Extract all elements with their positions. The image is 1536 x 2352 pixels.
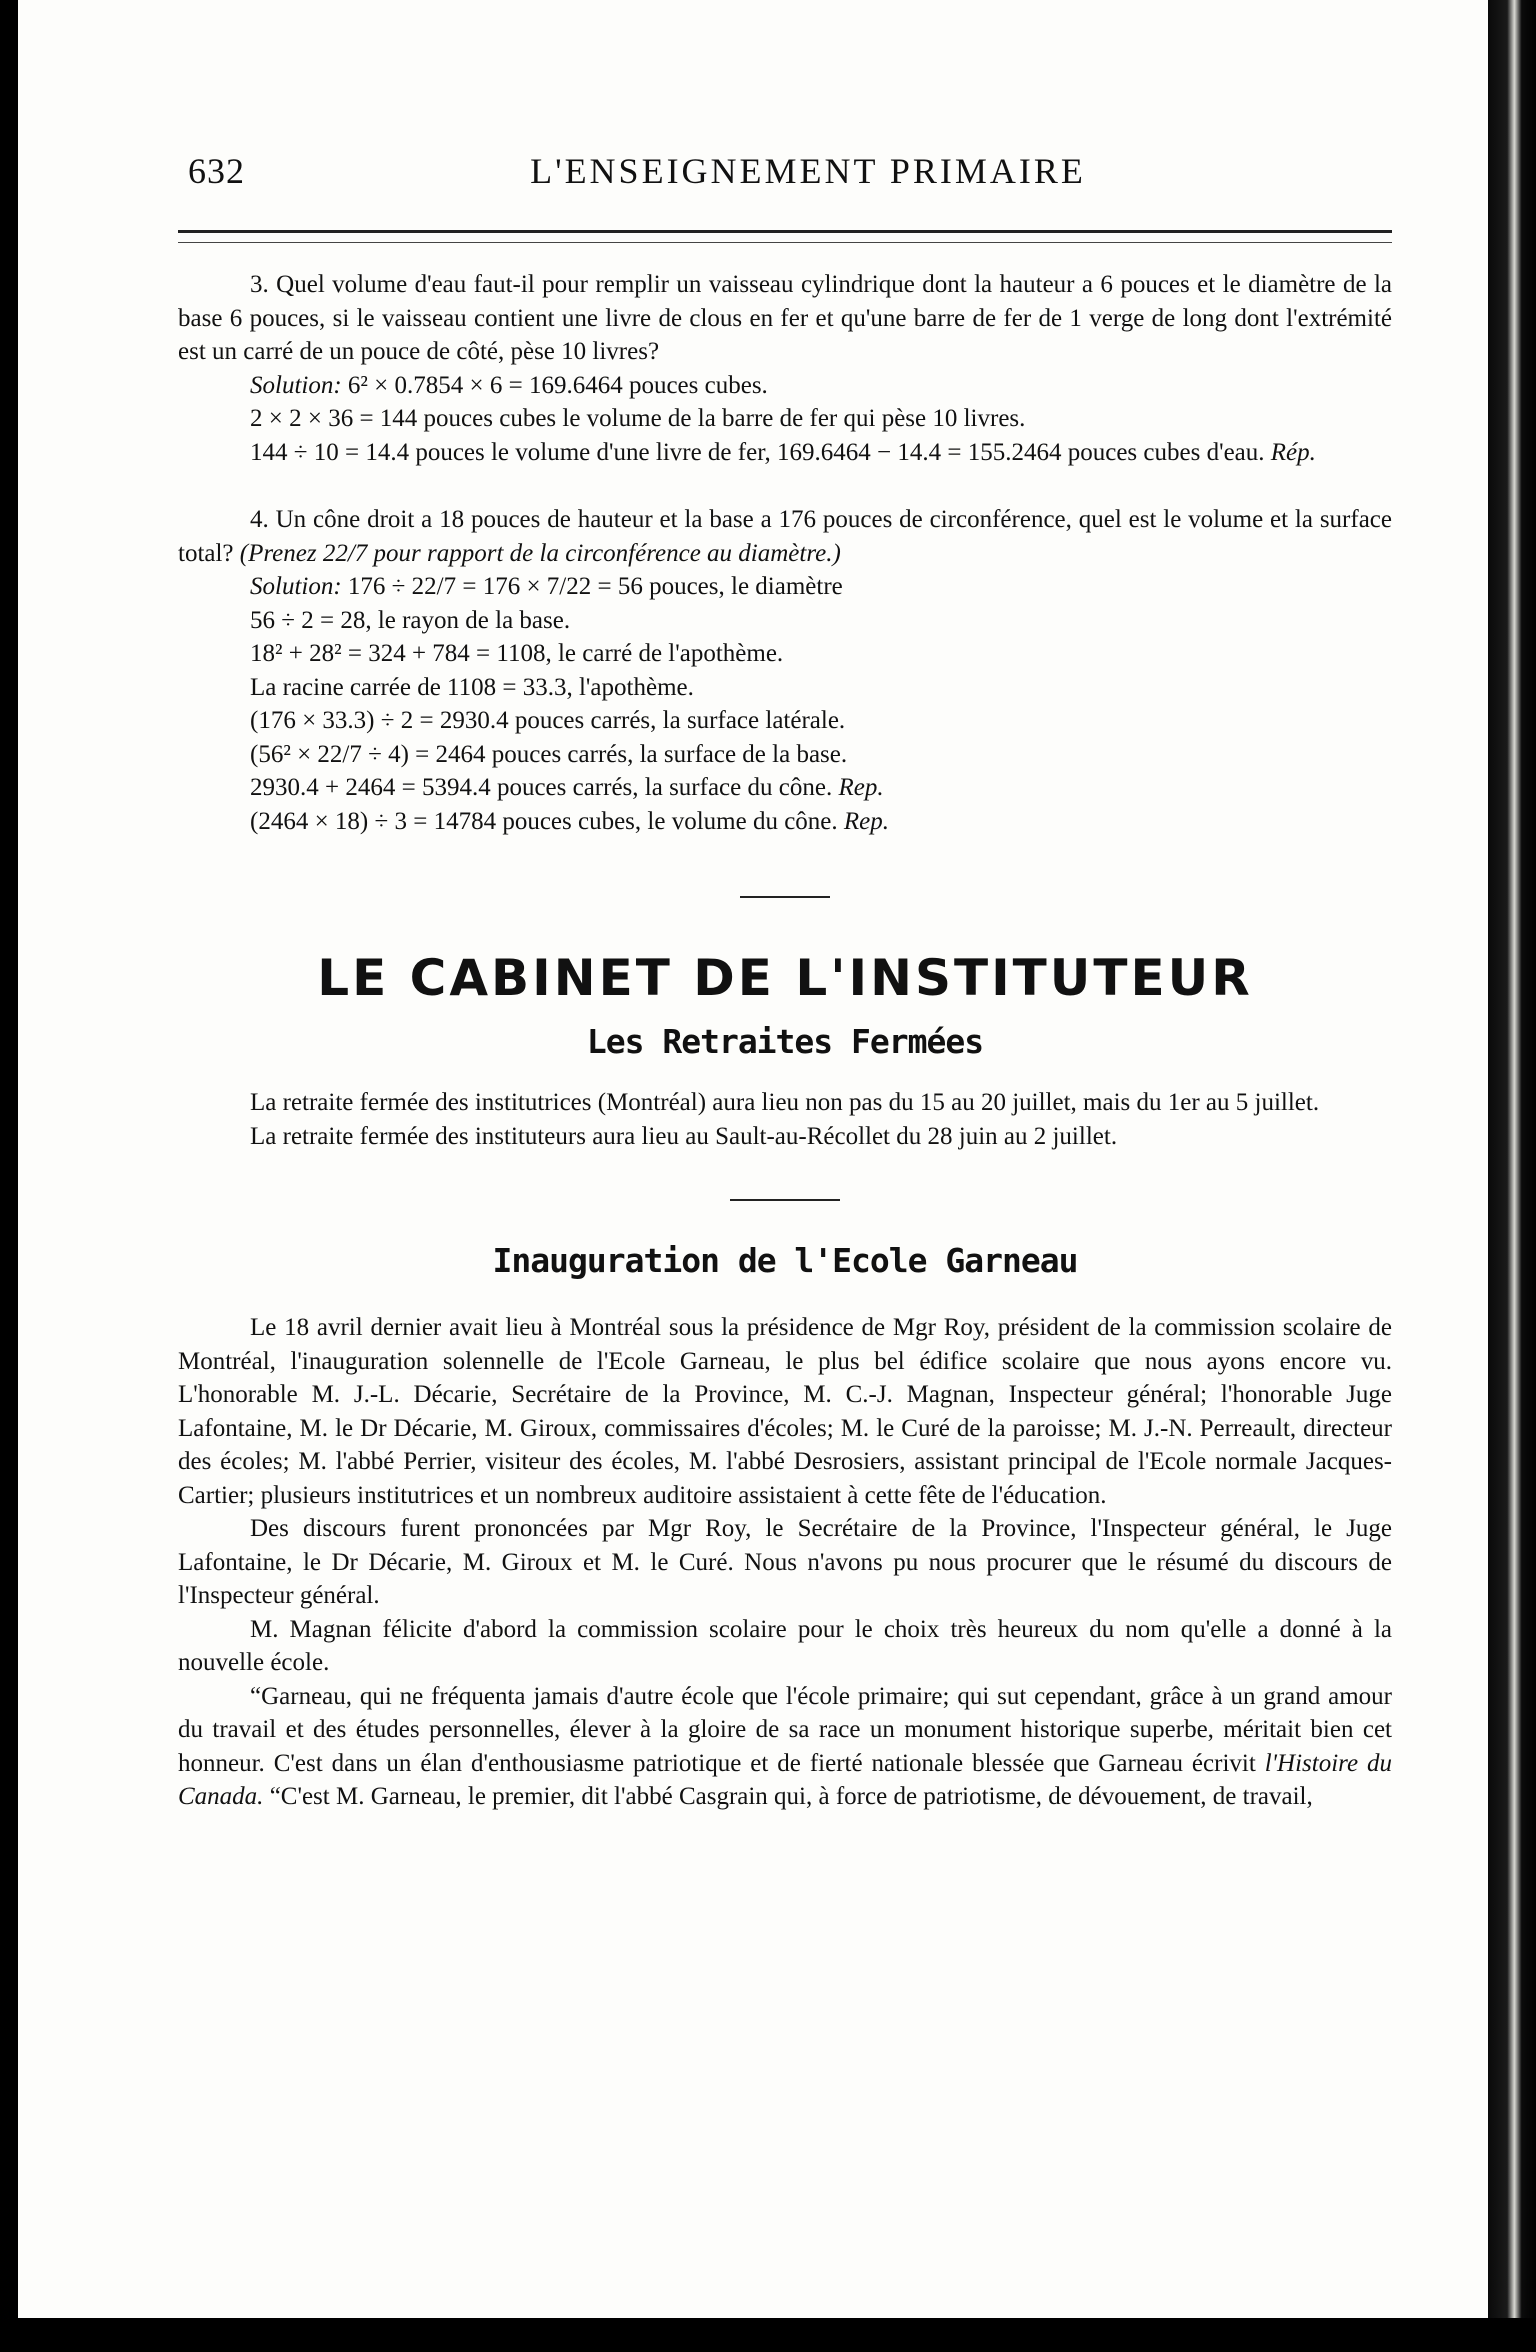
retraites-paragraph-2: La retraite fermée des instituteurs aura lieu au Sault-au-Récollet du 28 juin au 2 juillet. xyxy=(250,1122,1118,1150)
paragraph-text: “C'est M. Garneau, le premier, dit l'abbé Casgrain qui, à force de patriotisme, de dévouement, de travail, xyxy=(263,1783,1313,1810)
problem-4-line-1 xyxy=(178,570,1392,604)
problem-4-question xyxy=(178,503,1392,570)
problem-3-solution-line-1 xyxy=(178,369,1392,403)
rep-label: Rép. xyxy=(1270,438,1316,466)
scan-bottom-border xyxy=(0,2318,1536,2352)
problem-4-line-7 xyxy=(178,771,1392,805)
problem-4-line-5: (176 × 33.3) ÷ 2 = 2930.4 pouces carrés, la surface latérale. xyxy=(250,707,846,734)
garneau-paragraph-3: M. Magnan félicite d'abord la commission scolaire pour le choix très heureux du nom qu'elle a donné à la nouvelle école. xyxy=(178,1615,1392,1676)
problem-3-question: 3. Quel volume d'eau faut-il pour remplir un vaisseau cylindrique dont la hauteur a 6 pouces et le diamètre de la base 6 pouces, si le vaisseau contient une livre de clous en fer et qu'une barre de fer de 1 verge de long dont l'extrémité est un carré de un pouce de côté, pèse 10 livres? xyxy=(178,271,1392,365)
garneau-paragraph-1: Le 18 avril dernier avait lieu à Montréal sous la présidence de Mgr Roy, président de la commission scolaire de Montréal, l'inauguration solennelle de l'Ecole Garneau, le plus bel édifice scolaire que nous ayons encore vu. L'honorable M. J.-L. Décarie, Secrétaire de la Province, M. C.-J. Magnan, Inspecteur général; l'honorable Juge Lafontaine, M. le Dr Décarie, M. Giroux, commissaires d'écoles; M. le Curé de la paroisse; M. J.-N. Perreault, directeur des écoles; M. l'abbé Perrier, visiteur des écoles, M. l'abbé Desrosiers, assistant principal de l'Ecole normale Jacques-Cartier; plusieurs institutrices et un nombreux auditoire assistaient à cette fête de l'éducation. xyxy=(178,1314,1392,1509)
solution-label: Solution: xyxy=(250,371,342,399)
solution-text: 176 ÷ 22/7 = 176 × 7/22 = 56 pouces, le diamètre xyxy=(347,573,843,600)
problem-4-line-6: (56² × 22/7 ÷ 4) = 2464 pouces carrés, la surface de la base. xyxy=(250,740,848,768)
garneau-title: Inauguration de l'Ecole Garneau xyxy=(492,1241,1078,1280)
header-rule xyxy=(178,230,1392,243)
page-header xyxy=(188,150,1428,202)
garneau-paragraph-4 xyxy=(178,1680,1392,1814)
scan-edge-strip xyxy=(1488,0,1536,2352)
problem-4-line-4: La racine carrée de 1108 = 33.3, l'apothème. xyxy=(250,673,694,701)
question-text: 4. Un cône droit a 18 pouces de hauteur et la base a 176 pouces de circonférence, quel est le volume et la surface total? xyxy=(178,506,1392,567)
cabinet-title: LE CABINET DE L'INSTITUTEUR xyxy=(317,949,1253,1007)
retraites-paragraph-1: La retraite fermée des institutrices (Montréal) aura lieu non pas du 15 au 20 juillet, mais du 1er au 5 juillet. xyxy=(250,1089,1320,1116)
solution-label: Solution: xyxy=(250,573,342,600)
running-title: L'ENSEIGNEMENT PRIMAIRE xyxy=(530,151,1086,191)
problem-4-line-3: 18² + 28² = 324 + 784 = 1108, le carré de l'apothème. xyxy=(250,640,784,667)
paragraph-text: “Garneau, qui ne fréquenta jamais d'autre école que l'école primaire; qui sut cependant, grâce à un grand amour du travail et des études personnelles, élever à la gloire de sa race un monument historique superbe, méritait bien cet honneur. C'est dans un élan d'enthousiasme patriotique et de fierté nationale blessée que Garneau écrivit xyxy=(178,1682,1392,1777)
solution-text: 144 ÷ 10 = 14.4 pouces le volume d'une livre de fer, 169.6464 − 14.4 = 155.2464 pouces cubes d'eau. xyxy=(250,438,1265,466)
rep-label: Rep. xyxy=(838,774,884,801)
solution-text: 2930.4 + 2464 = 5394.4 pouces carrés, la surface du cône. xyxy=(250,774,833,801)
problem-4-line-8 xyxy=(178,805,1392,839)
retraites-title: Les Retraites Fermées xyxy=(586,1022,984,1061)
problem-3-solution-line-2: 2 × 2 × 36 = 144 pouces cubes le volume de la barre de fer qui pèse 10 livres. xyxy=(250,405,1026,432)
problem-4-note: (Prenez 22/7 pour rapport de la circonférence au diamètre.) xyxy=(239,539,841,567)
problem-3-solution-line-3 xyxy=(178,436,1392,470)
solution-text: (2464 × 18) ÷ 3 = 14784 pouces cubes, le volume du cône. xyxy=(250,807,838,835)
rep-label: Rep. xyxy=(843,807,890,835)
problem-4-line-2: 56 ÷ 2 = 28, le rayon de la base. xyxy=(250,606,571,634)
page-number: 632 xyxy=(188,151,245,191)
garneau-paragraph-2: Des discours furent prononcées par Mgr Roy, le Secrétaire de la Province, l'Inspecteur général, le Juge Lafontaine, le Dr Décarie, M. Giroux et M. le Curé. Nous n'avons pu nous procurer que le résumé du discours de l'Inspecteur général. xyxy=(178,1515,1392,1609)
page-content xyxy=(178,268,1392,1814)
solution-text: 6² × 0.7854 × 6 = 169.6464 pouces cubes. xyxy=(347,371,768,399)
book-title: l'Histoire du Canada. xyxy=(178,1749,1392,1810)
